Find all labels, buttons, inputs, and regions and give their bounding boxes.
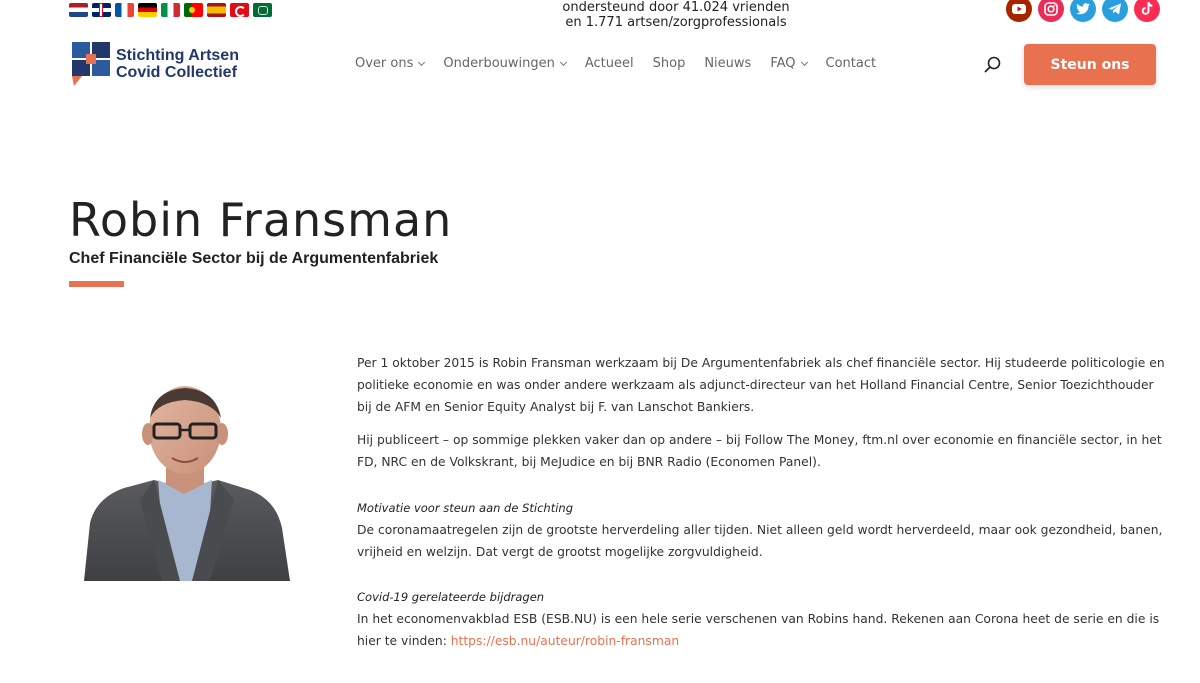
title-accent-divider (69, 281, 124, 287)
chevron-down-icon (560, 58, 567, 65)
chevron-down-icon (418, 58, 425, 65)
nav-item-label: Shop (652, 56, 686, 71)
contributions-heading: Covid-19 gerelateerde bijdragen (357, 590, 545, 605)
nav-item-contact[interactable] (826, 56, 877, 71)
nav-item-onderbouwingen[interactable] (443, 56, 565, 71)
nav-item-over-ons[interactable] (355, 56, 424, 71)
bio-paragraph-1: Per 1 oktober 2015 is Robin Fransman werkzaam bij De Argumentenfabriek als chef financiële sector. Hij studeerde politicologie en politieke economie en was onder andere werkzaam als adjunct-directeur van het Holland Financial Centre, Senior Toezichthouder bij de AFM en Senior Equity Analyst bij F. van Lanschot Bankiers. (357, 356, 1165, 414)
nav-item-label: Contact (825, 56, 877, 71)
chevron-down-icon (800, 58, 807, 65)
contributions-text (357, 609, 1165, 653)
nav-item-label: FAQ (770, 56, 796, 71)
nav-item-label: Over ons (355, 56, 414, 71)
tiktok-icon[interactable] (1134, 0, 1160, 22)
site-logo[interactable] (72, 42, 239, 86)
telegram-icon[interactable] (1102, 0, 1128, 22)
logo-line-2: Covid Collectief (116, 64, 237, 81)
page-subtitle: Chef Financiële Sector bij de Argumentenfabriek (69, 250, 439, 267)
logo-line-1: Stichting Artsen (116, 47, 239, 64)
nav-item-label: Onderbouwingen (443, 56, 555, 71)
donate-button[interactable]: Steun ons (1024, 44, 1156, 85)
nav-item-label: Actueel (584, 56, 634, 71)
youtube-icon[interactable] (1006, 0, 1032, 22)
motivation-text: De coronamaatregelen zijn de grootste herverdeling aller tijden. Niet alleen geld wordt herverdeeld, maar ook gezondheid, banen, vrijheid en welzijn. Dat vergt de grootst mogelijke zorgvuldigheid. (357, 522, 1163, 559)
profile-photo (84, 388, 290, 581)
page-title: Robin Fransman (69, 193, 453, 247)
social-links (1006, 0, 1160, 22)
main-nav (355, 56, 876, 71)
search-icon[interactable] (984, 56, 1002, 74)
esb-author-link[interactable]: https://esb.nu/auteur/robin-fransman (450, 633, 680, 648)
twitter-icon[interactable] (1070, 0, 1096, 22)
contributions-body: In het economenvakblad ESB (ESB.NU) is een hele serie verschenen van Robins hand. Rekenen aan Corona heet de serie en die is hier te vinden: (357, 612, 1160, 648)
nav-item-nieuws[interactable] (704, 56, 751, 71)
logo-mark-icon (72, 42, 110, 86)
motivation-heading: Motivatie voor steun aan de Stichting (357, 500, 573, 515)
supporters-subtext: en 1.771 artsen/zorgprofessionals (565, 15, 787, 30)
logo-text (116, 47, 239, 81)
nav-item-actueel[interactable] (585, 56, 634, 71)
supporters-text: ondersteund door 41.024 vrienden (562, 0, 790, 15)
bio-paragraph-2: Hij publiceert – op sommige plekken vaker dan op andere – bij Follow The Money, ftm.nl over economie en financiële sector, in het FD, NRC en de Volkskrant, bij MeJudice en bij BNR Radio (Economen Panel). (357, 433, 1162, 470)
nav-item-faq[interactable] (770, 56, 806, 71)
bio-content (357, 353, 1165, 653)
nav-item-label: Nieuws (704, 56, 752, 71)
nav-item-shop[interactable] (653, 56, 686, 71)
instagram-icon[interactable] (1038, 0, 1064, 22)
